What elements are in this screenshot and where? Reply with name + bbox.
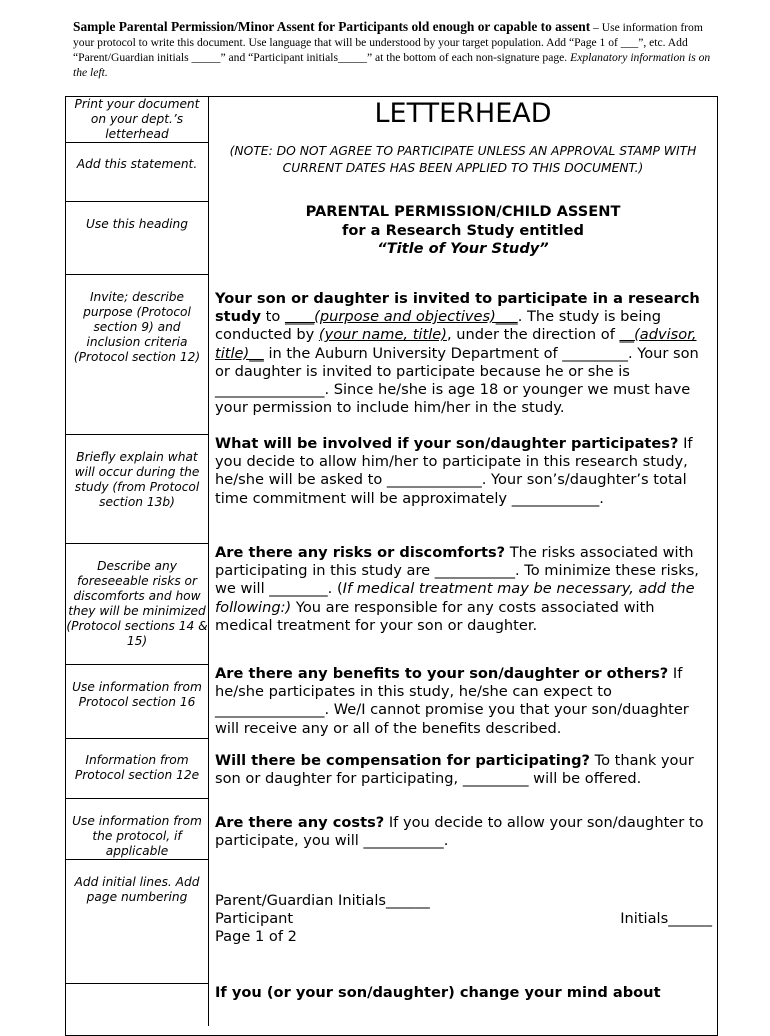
row-divider bbox=[65, 434, 208, 435]
benefits-text: If he/she participates in this study, he/she can expect to _______________. We/I cannot promise you that your son/duaghter will receive any or all of the benefits described. bbox=[215, 665, 689, 737]
side-note-risks: Describe any foreseeable risks or discomforts and how they will be minimized (Protocol sections 14 & 15) bbox=[66, 559, 208, 648]
row-divider bbox=[65, 983, 208, 984]
involvement-text: If you decide to allow him/her to participate in this research study, he/she will be asked to _____________. Your son’s/daughter’s total time commitment will be approximately ____________. bbox=[215, 435, 693, 507]
involvement-section bbox=[215, 435, 715, 508]
compensation-section bbox=[215, 752, 715, 788]
parent-initials-line: Parent/Guardian Initials______ bbox=[215, 892, 430, 909]
side-note-costs: Use information from the protocol, if applicable bbox=[72, 814, 202, 858]
invitation-section bbox=[215, 290, 715, 417]
invitation-text: in the Auburn University Department of _________. Your son or daughter is invited to participate because he or she is _______________. Since he/she is age 18 or younger we must have your permission to include him/her in the study. bbox=[215, 344, 699, 417]
page-number: Page 1 of 2 bbox=[215, 928, 297, 946]
instructions-explanatory: Explanatory information is on the left. bbox=[73, 51, 711, 79]
side-note-compensation: Information from Protocol section 12e bbox=[74, 753, 200, 782]
risks-heading: Are there any risks or discomforts? bbox=[215, 544, 506, 561]
invitation-text: . The study is being conducted by bbox=[215, 308, 661, 344]
initials-block bbox=[215, 892, 712, 947]
investigator-placeholder: (your name, title) bbox=[318, 326, 447, 344]
row-divider bbox=[65, 274, 208, 275]
benefits-section bbox=[215, 665, 715, 738]
instructions-lead: Sample Parental Permission/Minor Assent for Participants old enough or capable to assent bbox=[73, 19, 591, 34]
participant-label: Participant bbox=[215, 910, 294, 928]
invitation-text: , under the direction of bbox=[446, 326, 620, 344]
side-note-statement: Add this statement. bbox=[76, 157, 198, 171]
instructions-text: Use information from your protocol to write this document. Use language that will be understood by your target population. Add “Page 1 of ___”, etc. Add “Parent/Guardian initials _____” and “Participant initials_____” at the bottom of each non-signature page. bbox=[73, 21, 703, 64]
purpose-placeholder: ____(purpose and objectives)___ bbox=[284, 308, 518, 326]
study-title: “Title of Your Study” bbox=[377, 240, 549, 257]
advisor-placeholder: __(advisor, title)__ bbox=[215, 326, 697, 362]
row-divider bbox=[65, 142, 208, 143]
row-divider bbox=[65, 859, 208, 860]
risks-section bbox=[215, 544, 715, 635]
costs-text: If you decide to allow your son/daughter to participate, you will ___________. bbox=[215, 814, 704, 850]
risks-text: You are responsible for any costs associated with medical treatment for your son or daughter. bbox=[215, 598, 655, 634]
heading-line-1: PARENTAL PERMISSION/CHILD ASSENT bbox=[305, 203, 621, 220]
row-divider bbox=[65, 543, 208, 544]
column-divider bbox=[208, 96, 209, 1026]
heading-line-2: for a Research Study entitled bbox=[342, 221, 584, 239]
side-note-procedures: Briefly explain what will occur during the study (from Protocol section 13b) bbox=[74, 450, 200, 509]
document-heading bbox=[210, 203, 716, 259]
side-note-benefits: Use information from Protocol section 16 bbox=[72, 680, 202, 709]
compensation-heading: Will there be compensation for participating? bbox=[215, 752, 591, 769]
costs-heading: Are there any costs? bbox=[215, 814, 385, 831]
compensation-text: To thank your son or daughter for participating, _________ will be offered. bbox=[215, 752, 694, 788]
invitation-text: to bbox=[261, 308, 285, 326]
row-divider bbox=[65, 738, 208, 739]
invitation-heading: Your son or daughter is invited to participate in a research study bbox=[215, 290, 700, 326]
side-note-letterhead: Print your document on your dept.’s letterhead bbox=[74, 97, 200, 141]
instructions-dash: – bbox=[590, 21, 602, 34]
involvement-heading: What will be involved if your son/daughter participates? bbox=[215, 435, 679, 452]
row-divider bbox=[65, 798, 208, 799]
row-divider bbox=[65, 201, 208, 202]
participant-initials-line: Initials______ bbox=[620, 910, 712, 928]
benefits-heading: Are there any benefits to your son/daughter or others? bbox=[215, 665, 669, 682]
risks-medical-note: If medical treatment may be necessary, add the following:) bbox=[215, 580, 695, 616]
withdrawal-section bbox=[215, 984, 715, 1002]
costs-section bbox=[215, 814, 715, 850]
participant-initials-row bbox=[215, 910, 712, 928]
side-note-heading: Use this heading bbox=[85, 217, 189, 231]
side-note-initials: Add initial lines. Add page numbering bbox=[74, 875, 200, 904]
approval-notice: (NOTE: DO NOT AGREE TO PARTICIPATE UNLESS AN APPROVAL STAMP WITH CURRENT DATES HAS BEEN APPLIED TO THIS DOCUMENT.) bbox=[229, 144, 697, 175]
risks-text: The risks associated with participating in this study are ___________. To minimize these risks, we will ________. ( bbox=[215, 544, 699, 598]
row-divider bbox=[65, 664, 208, 665]
side-note-invite: Invite; describe purpose (Protocol section 9) and inclusion criteria (Protocol section 12) bbox=[73, 290, 201, 364]
letterhead-title: LETTERHEAD bbox=[374, 98, 552, 129]
instructions-paragraph bbox=[73, 19, 713, 80]
withdrawal-heading: If you (or your son/daughter) change your mind about bbox=[215, 984, 661, 1001]
